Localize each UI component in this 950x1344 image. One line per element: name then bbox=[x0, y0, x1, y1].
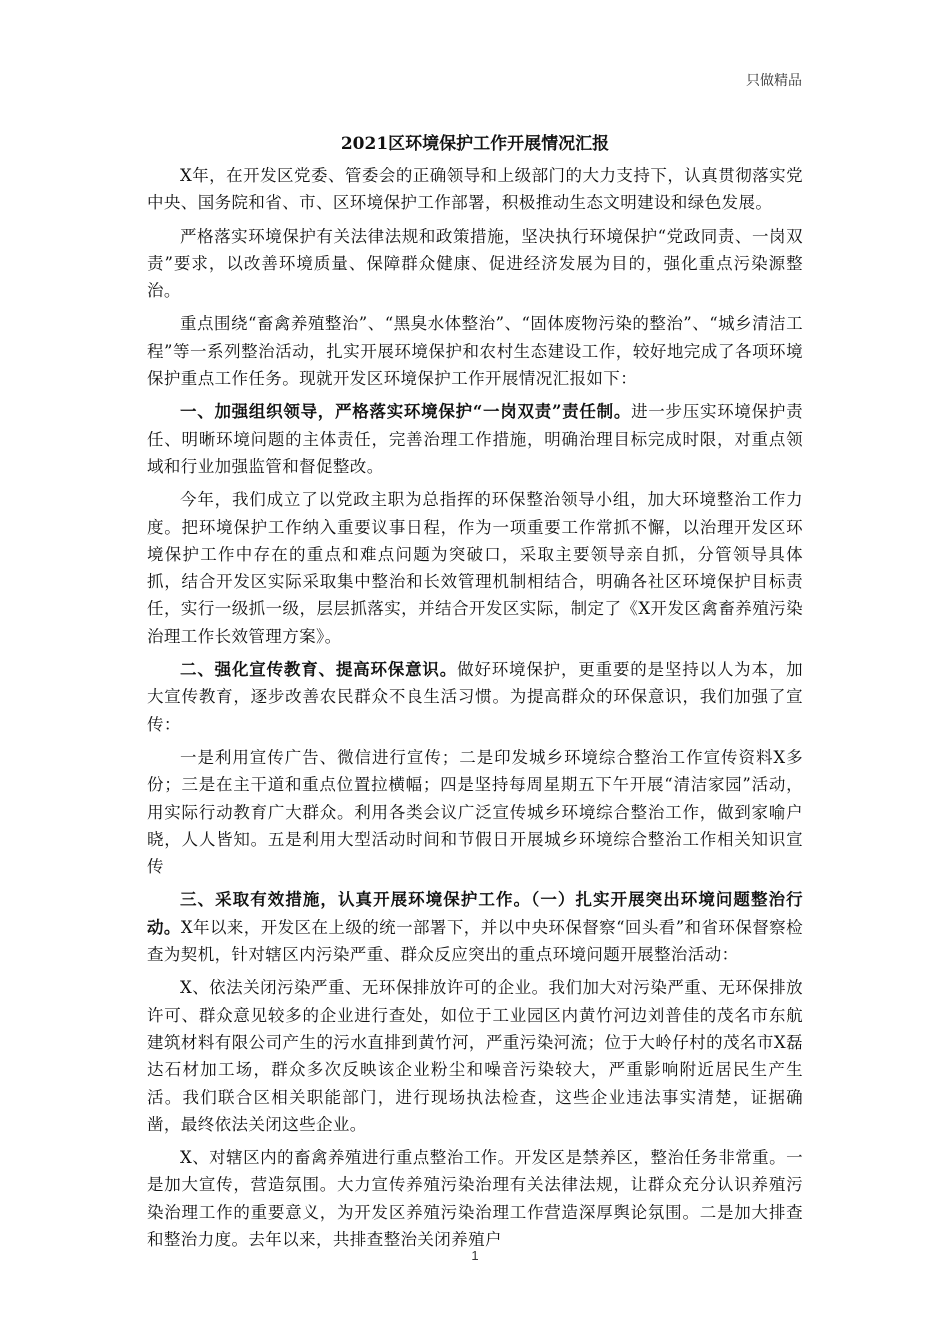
paragraph-text: 进一步压实环境保护责任、明晰环境问题的主体责任，完善治理工作措施，明确治理目标完成时限，对重点领域和行业加强监管和督促整改。 bbox=[147, 402, 803, 476]
paragraph bbox=[147, 310, 803, 392]
paragraph bbox=[147, 974, 803, 1138]
section-heading: 一、加强组织领导，严格落实环境保护“一岗双责”责任制。 bbox=[180, 402, 632, 422]
section-heading: 三、采取有效措施，认真开展环境保护工作。（一）扎实开展突出环境问题整治行动。 bbox=[147, 890, 803, 937]
paragraph bbox=[147, 744, 803, 880]
paragraph-text: 一是利用宣传广告、微信进行宣传；二是印发城乡环境综合整治工作宣传资料X多份；三是在主干道和重点位置拉横幅；四是坚持每周星期五下午开展“清洁家园”活动，用实际行动教育广大群众。利用各类会议广泛宣传城乡环境综合整治工作，做到家喻户晓，人人皆知。五是利用大型活动时间和节假日开展城乡环境综合整治工作相关知识宣传 bbox=[147, 747, 803, 877]
section-two-paragraph bbox=[147, 656, 803, 738]
document-title: 2021区环境保护工作开展情况汇报 bbox=[340, 134, 610, 154]
header-note: 只做精品 bbox=[746, 73, 802, 89]
paragraph-text: X、对辖区内的畜禽养殖进行重点整治工作。开发区是禁养区，整治任务非常重。一是加大宣传，营造氛围。大力宣传养殖污染治理有关法律法规，让群众充分认识养殖污染治理工作的重要意义，为开发区养殖污染治理工作营造深厚舆论氛围。二是加大排查和整治力度。去年以来，共排查整治关闭养殖户 bbox=[147, 1148, 803, 1249]
paragraph-text: 严格落实环境保护有关法律法规和政策措施，坚决执行环境保护“党政同责、一岗双责”要求，以改善环境质量、保障群众健康、促进经济发展为目的，强化重点污染源整治。 bbox=[147, 226, 803, 301]
page-number: 1 bbox=[471, 1248, 479, 1263]
paragraph bbox=[147, 486, 803, 650]
paragraph-text: X年，在开发区党委、管委会的正确领导和上级部门的大力支持下，认真贯彻落实党中央、国务院和省、市、区环境保护工作部署，积极推动生态文明建设和绿色发展。 bbox=[147, 166, 803, 213]
paragraph-text: 重点围绕“畜禽养殖整治”、“黑臭水体整治”、“固体废物污染的整治”、“城乡清洁工程”等一系列整治活动，扎实开展环境保护和农村生态建设工作，较好地完成了各项环境保护重点工作任务。现就开发区环境保护工作开展情况汇报如下： bbox=[147, 314, 803, 389]
paragraph bbox=[147, 223, 803, 305]
paragraph-text: X、依法关闭污染严重、无环保排放许可的企业。我们加大对污染严重、无环保排放许可、群众意见较多的企业进行查处，如位于工业园区内黄竹河边刘普佳的茂名市东航建筑材料有限公司产生的污水直排到黄竹河，严重污染河流；位于大岭仔村的茂名市X磊达石材加工场，群众多次反映该企业粉尘和噪音污染较大，严重影响附近居民生产生活。我们联合区相关职能部门，进行现场执法检查，这些企业违法事实清楚，证据确凿，最终依法关闭这些企业。 bbox=[147, 978, 803, 1134]
document-body bbox=[147, 132, 803, 1259]
paragraph-text: 今年，我们成立了以党政主职为总指挥的环保整治领导小组，加大环境整治工作力度。把环境保护工作纳入重要议事日程，作为一项重要工作常抓不懈，以治理开发区环境保护工作中存在的重点和难点问题为突破口，采取主要领导亲自抓，分管领导具体抓，结合开发区实际采取集中整治和长效管理机制相结合，明确各社区环境保护目标责任，实行一级抓一级，层层抓落实，并结合开发区实际，制定了《X开发区禽畜养殖污染治理工作长效管理方案》。 bbox=[147, 490, 803, 646]
paragraph-intro bbox=[147, 162, 803, 217]
section-heading: 二、强化宣传教育、提高环保意识。 bbox=[180, 660, 458, 680]
section-one-paragraph bbox=[147, 398, 803, 480]
paragraph-text: 做好环境保护，更重要的是坚持以人为本，加大宣传教育，逐步改善农民群众不良生活习惯。为提高群众的环保意识，我们加强了宣传： bbox=[147, 660, 804, 734]
paragraph bbox=[147, 1144, 803, 1253]
paragraph-text: X年以来，开发区在上级的统一部署下，并以中央环保督察“回头看”和省环保督察检查为契机，针对辖区内污染严重、群众反应突出的重点环境问题开展整治活动： bbox=[147, 917, 803, 965]
section-three-paragraph bbox=[147, 886, 803, 968]
